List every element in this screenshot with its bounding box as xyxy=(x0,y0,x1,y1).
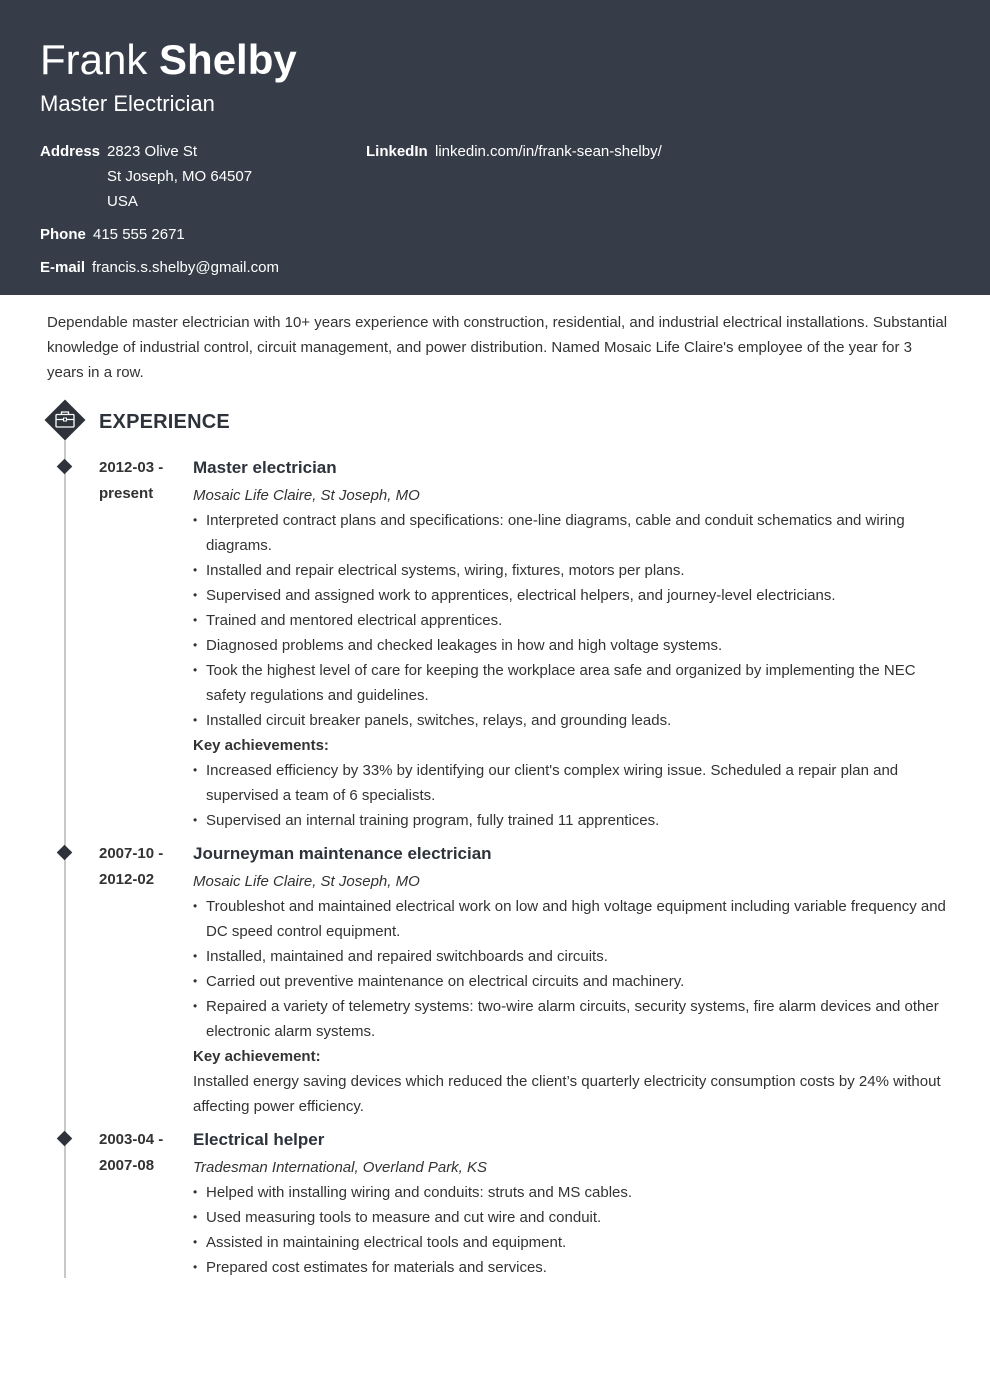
job-company: Mosaic Life Claire, St Joseph, MO xyxy=(193,487,420,504)
phone-value: 415 555 2671 xyxy=(93,226,185,243)
duty-item: • Supervised and assigned work to apprentices, electrical helpers, and journey-level electricians. xyxy=(193,583,953,608)
duty-item: • Carried out preventive maintenance on electrical circuits and machinery. xyxy=(193,969,953,994)
achievement-item: • Supervised an internal training program, fully trained 11 apprentices. xyxy=(193,808,953,833)
last-name: Shelby xyxy=(159,36,297,83)
linkedin-link[interactable]: linkedin.com/in/frank-sean-shelby/ xyxy=(435,143,662,160)
duty-item: • Installed, maintained and repaired switchboards and circuits. xyxy=(193,944,953,969)
duty-item: • Took the highest level of care for keeping the workplace area safe and organized by implementing the NEC safety regulations and guidelines. xyxy=(193,658,953,708)
job-duties xyxy=(193,1180,953,1280)
profile-summary: Dependable master electrician with 10+ years experience with construction, residential, and industrial electrical installations. Substantial knowledge of industrial control, circuit management, and power distribution. Named Mosaic Life Claire's employee of the year for 3 years in a row. xyxy=(47,314,948,381)
job-entry xyxy=(193,454,953,833)
timeline-node xyxy=(57,459,73,475)
job-date-start: 2012-03 - xyxy=(99,459,164,476)
duty-item: • Trained and mentored electrical apprentices. xyxy=(193,608,953,633)
job-company: Tradesman International, Overland Park, KS xyxy=(193,1159,488,1176)
duty-item: • Repaired a variety of telemetry systems: two-wire alarm circuits, security systems, fire alarm devices and other electronic alarm systems. xyxy=(193,994,953,1044)
job-duties xyxy=(193,508,953,733)
candidate-title: Master Electrician xyxy=(40,91,215,116)
achievement-item: • Increased efficiency by 33% by identifying our client's complex wiring issue. Scheduled a repair plan and supervised a team of 6 specialists. xyxy=(193,758,953,808)
job-date-end: present xyxy=(99,485,154,502)
job-title: Master electrician xyxy=(193,458,337,477)
address-line-1: 2823 Olive St xyxy=(107,143,198,160)
achievements-list xyxy=(193,758,953,833)
achievement-text: Installed energy saving devices which reduced the client’s quarterly electricity consumption costs by 24% without affecting power efficiency. xyxy=(193,1073,941,1115)
experience-heading: EXPERIENCE xyxy=(99,411,230,433)
address-label: Address xyxy=(40,143,101,160)
duty-item: • Troubleshot and maintained electrical work on low and high voltage equipment including variable frequency and DC speed control equipment. xyxy=(193,894,953,944)
job-duties xyxy=(193,894,953,1044)
job-date xyxy=(99,841,189,893)
achievement-label: Key achievement: xyxy=(193,1048,321,1065)
duty-item: • Installed and repair electrical systems, wiring, fixtures, motors per plans. xyxy=(193,558,953,583)
duty-item: • Diagnosed problems and checked leakages in how and high voltage systems. xyxy=(193,633,953,658)
job-title: Journeyman maintenance electrician xyxy=(193,844,492,863)
timeline-node xyxy=(57,1131,73,1147)
achievements-label: Key achievements: xyxy=(193,737,329,754)
resume-header xyxy=(0,0,990,295)
job-date xyxy=(99,1127,189,1179)
job-entry xyxy=(193,840,953,1119)
job-date-end: 2007-08 xyxy=(99,1157,155,1174)
address-line-3: USA xyxy=(107,193,138,210)
duty-item: • Helped with installing wiring and conduits: struts and MS cables. xyxy=(193,1180,953,1205)
job-date-start: 2007-10 - xyxy=(99,845,164,862)
duty-item: • Used measuring tools to measure and cut wire and conduit. xyxy=(193,1205,953,1230)
duty-item: • Prepared cost estimates for materials and services. xyxy=(193,1255,953,1280)
first-name: Frank xyxy=(40,36,148,83)
timeline-node xyxy=(57,845,73,861)
phone-label: Phone xyxy=(40,226,86,243)
address-line-2: St Joseph, MO 64507 xyxy=(107,168,253,185)
duty-item: • Installed circuit breaker panels, switches, relays, and grounding leads. xyxy=(193,708,953,733)
briefcase-icon xyxy=(43,398,87,442)
candidate-name xyxy=(40,36,297,84)
linkedin-label: LinkedIn xyxy=(366,143,428,160)
job-entry xyxy=(193,1126,953,1280)
job-title: Electrical helper xyxy=(193,1130,325,1149)
email-link[interactable]: francis.s.shelby@gmail.com xyxy=(92,259,279,276)
duty-item: • Assisted in maintaining electrical tools and equipment. xyxy=(193,1230,953,1255)
job-company: Mosaic Life Claire, St Joseph, MO xyxy=(193,873,420,890)
job-date-start: 2003-04 - xyxy=(99,1131,164,1148)
duty-item: • Interpreted contract plans and specifications: one-line diagrams, cable and conduit schematics and wiring diagrams. xyxy=(193,508,953,558)
email-label: E-mail xyxy=(40,259,86,276)
job-date xyxy=(99,455,189,507)
job-date-end: 2012-02 xyxy=(99,871,155,888)
